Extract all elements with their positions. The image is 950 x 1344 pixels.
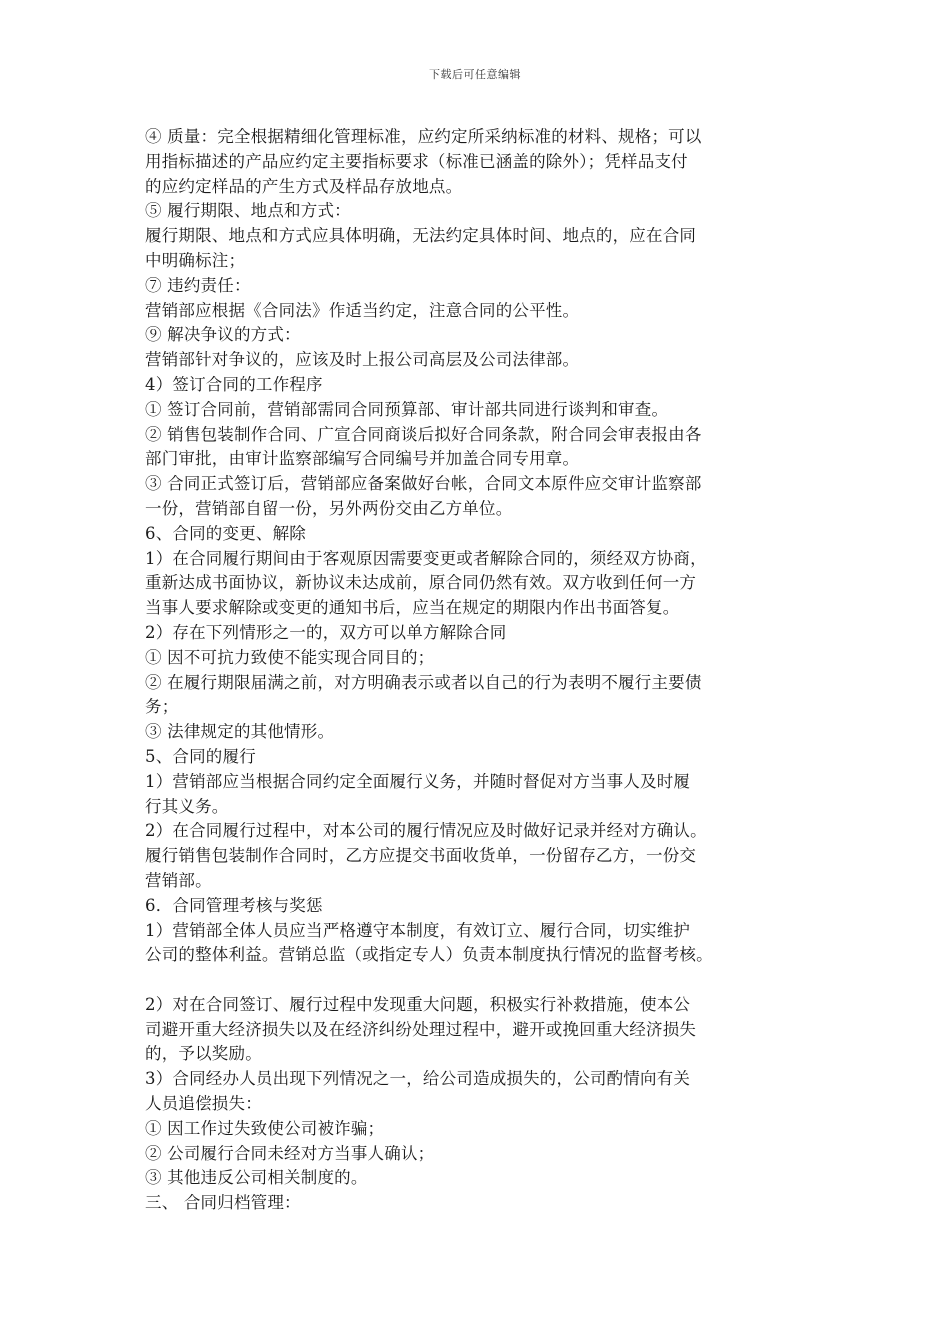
document-body bbox=[145, 125, 825, 1216]
text-line: 履行销售包装制作合同时，乙方应提交书面收货单，一份留存乙方，一份交 bbox=[145, 846, 697, 866]
text-line: ① 签订合同前，营销部需同合同预算部、审计部共同进行谈判和审查。 bbox=[145, 399, 669, 419]
text-line: 司避开重大经济损失以及在经济纠纷处理过程中，避开或挽回重大经济损失 bbox=[145, 1019, 697, 1039]
text-line: ④ 质量：完全根据精细化管理标准，应约定所采纳标准的材料、规格；可以 bbox=[145, 127, 702, 146]
text-line: 履行期限、地点和方式应具体明确，无法约定具体时间、地点的，应在合同 bbox=[145, 226, 697, 246]
text-line: ③ 合同正式签订后，营销部应备案做好台帐，合同文本原件应交审计监察部 bbox=[145, 474, 702, 494]
text-line: 5、合同的履行 bbox=[145, 746, 256, 766]
text-line: 三、 合同归档管理： bbox=[145, 1193, 301, 1213]
text-line: 务； bbox=[145, 697, 179, 717]
text-line: ② 销售包装制作合同、广宣合同商谈后拟好合同条款，附合同会审表报由各 bbox=[145, 424, 702, 444]
text-line: 营销部针对争议的，应该及时上报公司高层及公司法律部。 bbox=[145, 350, 580, 370]
text-line: ⑨ 解决争议的方式： bbox=[145, 325, 301, 345]
text-line: 行其义务。 bbox=[145, 796, 229, 816]
text-line: 的，予以奖励。 bbox=[145, 1044, 262, 1064]
text-line: 4）签订合同的工作程序 bbox=[145, 374, 323, 394]
text-line: 2）存在下列情形之一的，双方可以单方解除合同 bbox=[145, 622, 507, 642]
text-line: 营销部。 bbox=[145, 870, 212, 890]
text-line: 重新达成书面协议，新协议未达成前，原合同仍然有效。双方收到任何一方 bbox=[145, 573, 697, 593]
text-line: ① 因不可抗力致使不能实现合同目的； bbox=[145, 647, 435, 667]
text-line: ① 因工作过失致使公司被诈骗； bbox=[145, 1118, 385, 1138]
text-line: 一份，营销部自留一份，另外两份交由乙方单位。 bbox=[145, 498, 513, 518]
text-line: ② 公司履行合同未经对方当事人确认； bbox=[145, 1143, 435, 1163]
text-line: 公司的整体利益。营销总监（或指定专人）负责本制度执行情况的监督考核。 bbox=[145, 945, 713, 965]
text-line: 用指标描述的产品应约定主要指标要求（标准已涵盖的除外）；凭样品支付 bbox=[145, 151, 688, 171]
text-line: 营销部应根据《合同法》作适当约定，注意合同的公平性。 bbox=[145, 300, 580, 320]
text-line: 当事人要求解除或变更的通知书后，应当在规定的期限内作出书面答复。 bbox=[145, 598, 680, 618]
page-header: 下载后可任意编辑 bbox=[429, 68, 521, 81]
blank-line bbox=[145, 968, 825, 993]
text-line: 1）在合同履行期间由于客观原因需要变更或者解除合同的，须经双方协商， bbox=[145, 548, 707, 568]
text-line: 3）合同经办人员出现下列情况之一，给公司造成损失的，公司酌情向有关 bbox=[145, 1069, 691, 1089]
text-line: 中明确标注； bbox=[145, 250, 246, 270]
text-line: 1）营销部应当根据合同约定全面履行义务，并随时督促对方当事人及时履 bbox=[145, 771, 691, 791]
text-line: ③ 其他违反公司相关制度的。 bbox=[145, 1168, 368, 1188]
text-line: 2）在合同履行过程中，对本公司的履行情况应及时做好记录并经对方确认。 bbox=[145, 821, 707, 841]
text-line: 部门审批，由审计监察部编写合同编号并加盖合同专用章。 bbox=[145, 449, 580, 469]
text-line: 人员追偿损失： bbox=[145, 1094, 262, 1114]
text-line: 6．合同管理考核与奖惩 bbox=[145, 895, 323, 915]
text-line: ③ 法律规定的其他情形。 bbox=[145, 722, 335, 742]
text-line: ⑦ 违约责任： bbox=[145, 275, 251, 295]
text-line: 6、合同的变更、解除 bbox=[145, 523, 306, 543]
text-line: 的应约定样品的产生方式及样品存放地点。 bbox=[145, 176, 463, 196]
text-line: ⑤ 履行期限、地点和方式： bbox=[145, 201, 351, 221]
text-line: 2）对在合同签订、履行过程中发现重大问题，积极实行补救措施，使本公 bbox=[145, 994, 691, 1014]
text-line: ② 在履行期限届满之前，对方明确表示或者以自己的行为表明不履行主要债 bbox=[145, 672, 702, 692]
text-line: 1）营销部全体人员应当严格遵守本制度，有效订立、履行合同，切实维护 bbox=[145, 920, 691, 940]
